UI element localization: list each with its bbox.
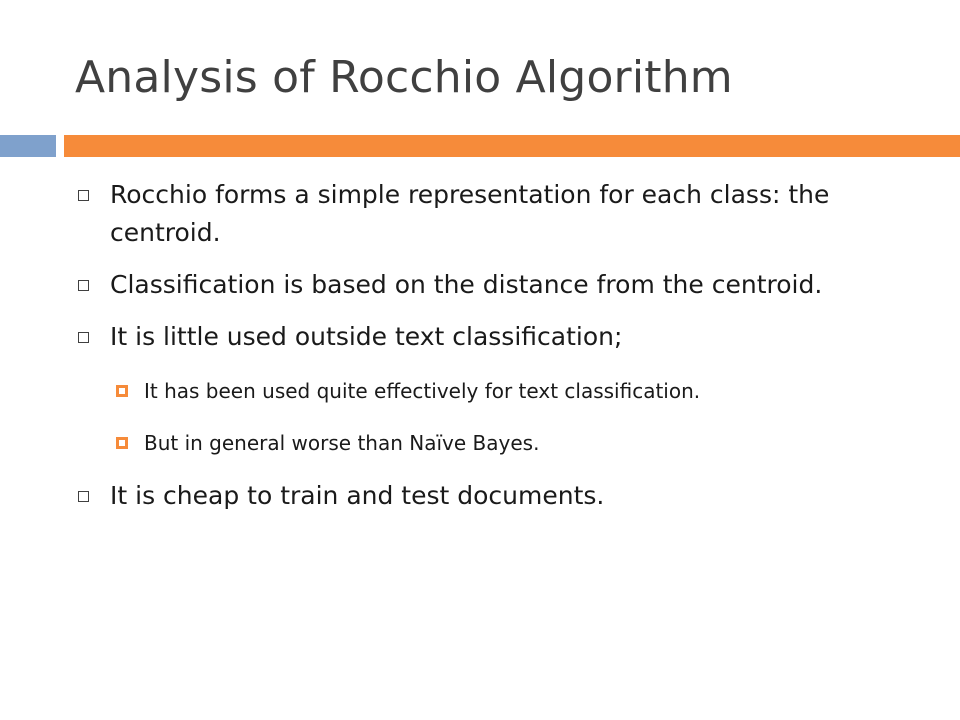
square-bullet-icon [78, 332, 89, 343]
sub-bullet-item [78, 428, 938, 458]
bullet-list [78, 176, 938, 515]
bullet-item [78, 176, 938, 252]
bullet-item [78, 318, 938, 356]
bullet-text: It is cheap to train and test documents. [110, 481, 605, 510]
slide-title: Analysis of Rocchio Algorithm [75, 52, 733, 103]
bullet-text: Rocchio forms a simple representation for each class: the centroid. [110, 180, 830, 247]
orange-square-bullet-icon [116, 437, 128, 449]
square-bullet-icon [78, 190, 89, 201]
square-bullet-icon [78, 491, 89, 502]
sub-bullet-item [78, 376, 938, 406]
title-accent-bar-blue [0, 135, 56, 157]
orange-square-bullet-icon [116, 385, 128, 397]
sub-bullet-text: It has been used quite effectively for text classification. [144, 379, 701, 403]
bullet-item [78, 477, 938, 515]
bullet-text: Classification is based on the distance from the centroid. [110, 270, 823, 299]
square-bullet-icon [78, 280, 89, 291]
sub-bullet-text: But in general worse than Naïve Bayes. [144, 431, 540, 455]
title-accent-bar-orange [64, 135, 960, 157]
bullet-item [78, 266, 938, 304]
bullet-text: It is little used outside text classification; [110, 322, 623, 351]
